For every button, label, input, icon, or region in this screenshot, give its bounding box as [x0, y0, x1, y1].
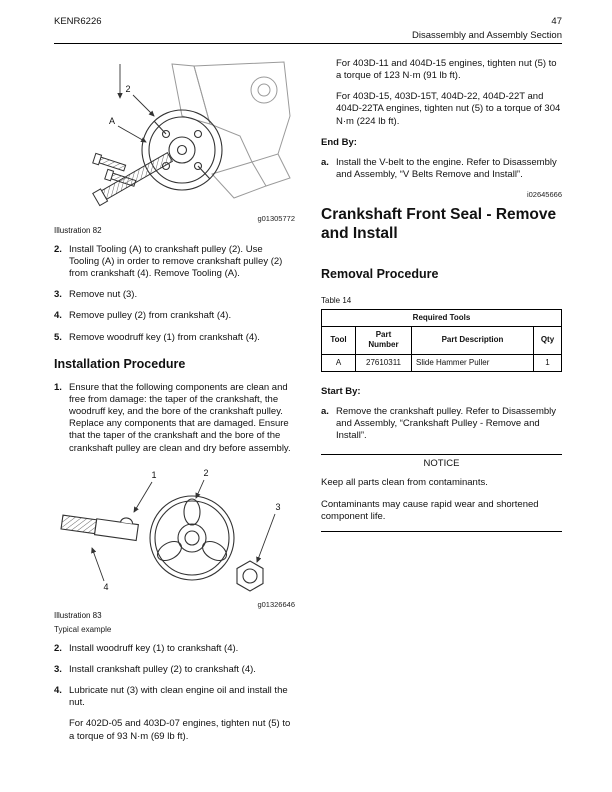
step-text: Install crankshaft pulley (2) to crankshaft (4).: [69, 663, 256, 675]
step-number: 3.: [54, 289, 62, 301]
figure-83: [54, 464, 295, 635]
torque-note: For 403D-15, 403D-15T, 404D-22, 404D-22T and 404D-22TA engines, tighten nut (5) to a torque of 304 N·m (224 lb ft).: [336, 91, 561, 127]
fig82-gnumber: g01305772: [257, 214, 295, 223]
header-rule: [54, 43, 562, 44]
page-columns: [54, 58, 562, 752]
item-letter: a.: [321, 405, 329, 417]
fig83-subcaption: Typical example: [54, 624, 112, 634]
table-title: Required Tools: [322, 309, 562, 326]
item-text: Install the V-belt to the engine. Refer to Disassembly and Assembly, “V Belts Remove and Install”.: [336, 156, 557, 181]
table-row: [322, 354, 562, 371]
fig82-label: Illustration 82: [54, 225, 102, 235]
step-text: Install Tooling (A) to crankshaft pulley (2). Use Tooling (A) in order to remove crankshaft pulley (2) from crankshaft (4). Remove Tooling (A).: [69, 243, 283, 280]
step-text: Remove pulley (2) from crankshaft (4).: [69, 310, 232, 322]
cell-part-number: 27610311: [356, 354, 412, 371]
column-header-part-number: Part Number: [356, 327, 412, 354]
illustration-82-image: [54, 58, 295, 213]
cell-qty: 1: [534, 354, 562, 371]
step-number: 4.: [54, 685, 62, 697]
step-item: [54, 685, 295, 709]
step-item: [54, 664, 295, 676]
torque-note: For 402D-05 and 403D-07 engines, tighten nut (5) to a torque of 93 N·m (69 lb ft).: [69, 718, 291, 742]
fig82-callout-2: 2: [125, 84, 131, 94]
section-heading: Crankshaft Front Seal - Remove and Install: [321, 205, 557, 242]
step-number: 3.: [54, 663, 62, 675]
fig83-callout-4: 4: [103, 581, 109, 592]
column-header-part-description: Part Description: [412, 327, 534, 354]
figure-82: [54, 58, 295, 236]
step-text: Ensure that the following components are clean and free from damage: the taper of the crankshaft, the woodruff key, and the bore of the crankshaft pulley. Replace any components that are damaged. Ensure that the taper of the crankshaft and the bore of the crankshaft pulley are clean and dry before assembly.: [69, 381, 291, 454]
removal-procedure-heading: Removal Procedure: [321, 266, 439, 281]
item-letter: a.: [321, 156, 329, 168]
step-number: 2.: [54, 243, 62, 255]
notice-box: [321, 454, 562, 532]
column-header-tool: Tool: [322, 327, 356, 354]
fig83-gnumber: g01326646: [257, 599, 295, 609]
notice-text: Keep all parts clean from contaminants.: [321, 476, 488, 488]
page-header: [54, 16, 562, 41]
item-text: Remove the crankshaft pulley. Refer to Disassembly and Assembly, “Crankshaft Pulley - Remove and Install”.: [336, 405, 556, 442]
end-by-item: [321, 157, 562, 181]
end-by-label: End By:: [321, 136, 357, 148]
step-item: [54, 332, 295, 344]
fig83-callout-1: 1: [151, 469, 157, 480]
column-right: [321, 58, 562, 752]
step-number: 2.: [54, 642, 62, 654]
cell-tool: A: [322, 354, 356, 371]
column-left: [54, 58, 295, 752]
step-item: [54, 310, 295, 322]
step-text: Remove woodruff key (1) from crankshaft (4).: [69, 331, 260, 343]
fig83-callout-3: 3: [275, 501, 281, 512]
step-text: Install woodruff key (1) to crankshaft (4).: [69, 642, 239, 654]
illustration-83-image: [54, 464, 295, 599]
doc-id: i02645666: [526, 190, 562, 200]
installation-procedure-heading: Installation Procedure: [54, 356, 186, 371]
cell-part-description: Slide Hammer Puller: [412, 354, 534, 371]
step-item: [54, 643, 295, 655]
page-number: 47: [551, 16, 562, 27]
step-item: [54, 244, 295, 280]
fig83-callout-2: 2: [203, 467, 209, 478]
fig83-label: Illustration 83: [54, 611, 102, 621]
start-by-label: Start By:: [321, 385, 361, 397]
column-header-qty: Qty: [534, 327, 562, 354]
fig82-callout-a: A: [108, 116, 116, 126]
start-by-item: [321, 406, 562, 442]
section-subtitle: Disassembly and Assembly Section: [412, 30, 562, 41]
torque-note: For 403D-11 and 404D-15 engines, tighten nut (5) to a torque of 123 N·m (91 lb ft).: [336, 58, 557, 82]
step-item: [54, 289, 295, 301]
notice-title: NOTICE: [423, 458, 460, 470]
doc-number: KENR6226: [54, 16, 102, 27]
step-number: 5.: [54, 331, 62, 343]
step-item: [54, 382, 295, 455]
required-tools-table: [321, 309, 562, 372]
step-text: Lubricate nut (3) with clean engine oil and install the nut.: [69, 685, 288, 709]
step-text: Remove nut (3).: [69, 289, 138, 301]
step-number: 4.: [54, 310, 62, 322]
notice-text: Contaminants may cause rapid wear and shortened component life.: [321, 498, 539, 522]
table-label: Table 14: [321, 295, 352, 305]
step-number: 1.: [54, 381, 62, 393]
